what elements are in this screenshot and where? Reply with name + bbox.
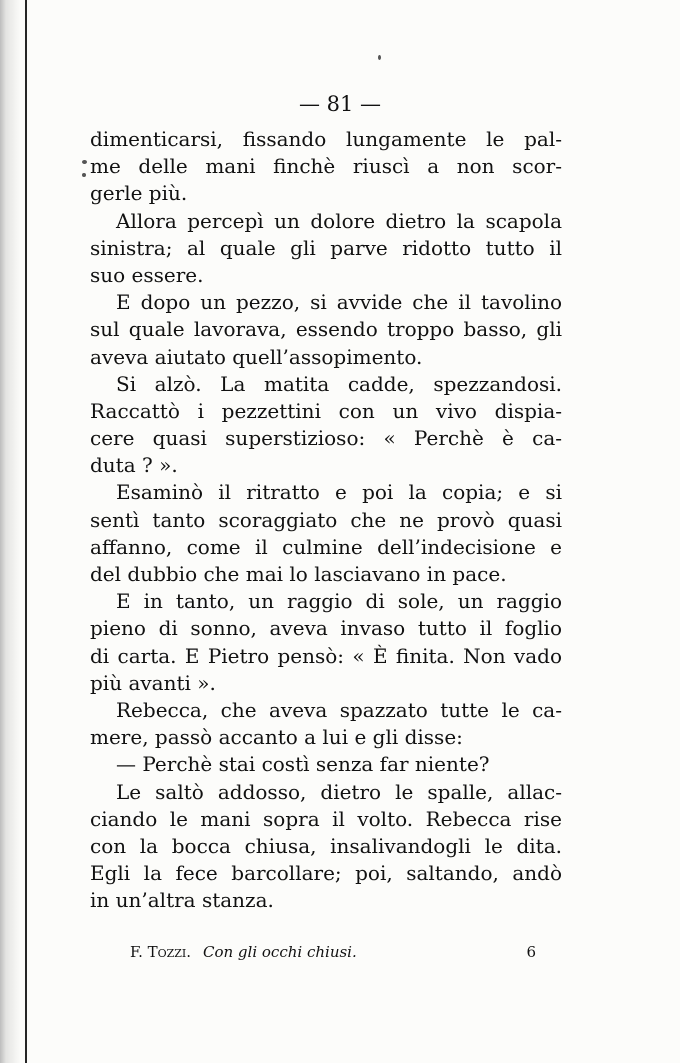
text-line: pieno di sonno, aveva invaso tutto il foglio [90, 616, 562, 641]
page-number: — 81 — [298, 92, 382, 116]
page-gutter [0, 0, 20, 1063]
text-line: dimenticarsi, fissando lungamente le pal- [90, 127, 562, 151]
text-line: sul quale lavorava, essendo troppo basso, gli [90, 317, 562, 342]
text-line: Allora percepì un dolore dietro la scapola [116, 208, 562, 233]
text-line: aveva aiutato quell’assopimento. [90, 344, 423, 369]
text-line: del dubbio che mai lo lasciavano in pace. [90, 562, 507, 586]
text-line: affanno, come il culmine dell’indecisione e [90, 534, 562, 559]
gutter-edge-line [25, 0, 27, 1063]
text-line: Raccattò i pezzettini con un vivo dispia- [90, 398, 562, 423]
text-line: Si alzò. La matita cadde, spezzandosi. [116, 371, 562, 396]
text-line: — Perchè stai costì senza far niente? [116, 752, 490, 777]
ink-speck [82, 160, 87, 164]
text-line: sinistra; al quale gli parve ridotto tutto il [90, 235, 562, 260]
text-line: in un’altra stanza. [90, 888, 274, 913]
text-line: E dopo un pezzo, si avvide che il tavolino [116, 290, 562, 315]
text-line: di carta. E Pietro pensò: « È finita. Non vado [90, 643, 562, 668]
text-line: con la bocca chiusa, insalivandogli le dita. [90, 833, 562, 858]
ink-speck [82, 173, 86, 177]
signature-mark: 6 [526, 943, 536, 961]
text-line: sentì tanto scoraggiato che ne provò quasi [90, 507, 562, 532]
text-line: E in tanto, un raggio di sole, un raggio [116, 589, 562, 614]
page-footer [130, 940, 536, 964]
ink-speck [378, 55, 381, 60]
text-line: duta ? ». [90, 453, 178, 478]
footer-book-title: Con gli occhi chiusi. [203, 943, 357, 961]
text-line: Esaminò il ritratto e poi la copia; e si [116, 480, 562, 505]
text-line: gerle più. [90, 181, 188, 206]
body-text [90, 126, 562, 914]
text-line: suo essere. [90, 262, 204, 287]
text-line: Egli la fece barcollare; poi, saltando, andò [90, 861, 562, 886]
text-line: me delle mani finchè riuscì a non scor- [90, 154, 562, 179]
footer-author: F. Tozzi. [130, 943, 192, 961]
text-line: ciando le mani sopra il volto. Rebecca rise [90, 806, 562, 831]
text-line: Rebecca, che aveva spazzato tutte le ca- [116, 697, 562, 722]
text-line: cere quasi superstizioso: « Perchè è ca- [90, 426, 562, 451]
text-line: più avanti ». [90, 670, 216, 695]
text-line: Le saltò addosso, dietro le spalle, allac- [116, 779, 562, 804]
text-line: mere, passò accanto a lui e gli disse: [90, 725, 463, 750]
